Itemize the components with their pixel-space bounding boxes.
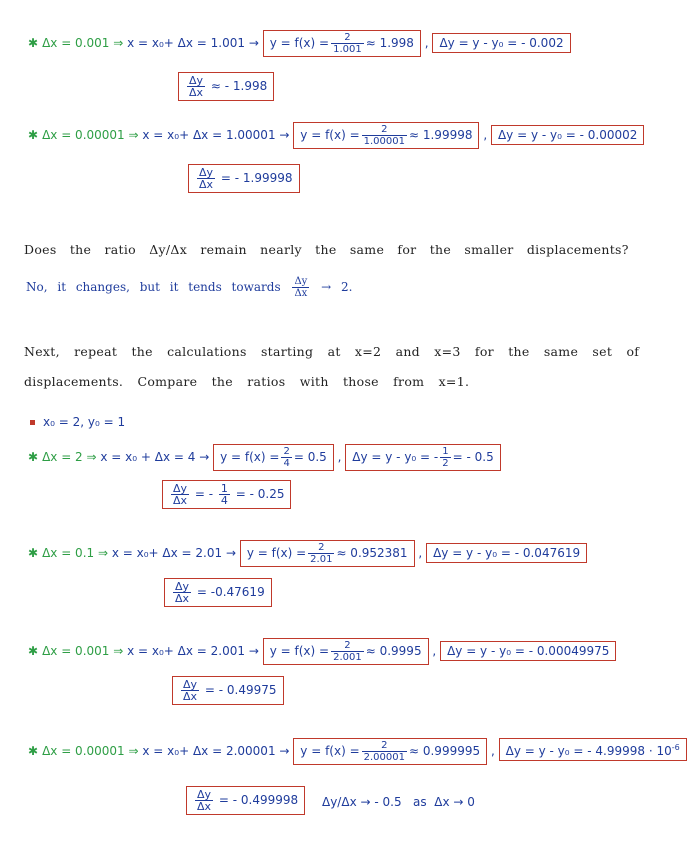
x-expression: x = x₀+ Δx = 1.00001 → xyxy=(142,128,290,142)
ratio-fraction xyxy=(173,581,191,604)
asterisk-icon: ✱ xyxy=(28,744,39,758)
delta-y-exponent: -6 xyxy=(671,743,680,752)
delta-y-box xyxy=(499,738,687,761)
ratio-end: = - 0.25 xyxy=(235,487,285,501)
ratio-box xyxy=(178,72,274,101)
ratio-numerator: Δy xyxy=(189,74,204,87)
delta-step: Δx = 0.001 ⇒ xyxy=(42,644,124,658)
y-numerator: 2 xyxy=(362,740,407,752)
ratio-fraction xyxy=(181,679,199,702)
ratio-box xyxy=(162,480,291,509)
start-values-line xyxy=(30,414,125,430)
ratio-value: = - 0.499998 xyxy=(218,793,299,807)
x-expression: x = x₀+ Δx = 2.001 → xyxy=(127,644,259,658)
bullet-icon xyxy=(30,420,35,425)
ratio-numerator: Δy xyxy=(173,482,188,495)
y-fraction xyxy=(331,32,364,55)
y-numerator: 2 xyxy=(362,124,407,136)
y-lhs: y = f(x) = xyxy=(269,36,330,50)
y-denominator: 2.001 xyxy=(333,652,362,663)
delta-y-fraction xyxy=(440,446,450,469)
y-fraction xyxy=(362,740,407,763)
block3-line: ✱ Δx = 2 ⇒ x = x₀ + Δx = 4 → y = f(x) = $\frac{2}{4}$ = 0.5 , Δy = y - y₀ = - $\frac{1}{2}$ = - 0.5 xyxy=(28,444,501,471)
answer-text: No, it changes, but it tends towards xyxy=(26,280,281,294)
answer-limit: → 2. xyxy=(321,280,353,294)
delta-y-expression: Δy = y - y₀ = - 0.00049975 xyxy=(447,644,610,658)
ratio-value-denominator: 4 xyxy=(220,494,228,507)
ratio-fraction xyxy=(187,75,205,98)
ratio-denominator: Δx xyxy=(199,178,214,191)
y-value-box xyxy=(263,638,429,665)
y-fraction xyxy=(331,640,364,663)
ratio-box xyxy=(172,676,284,705)
y-rhs: ≈ 1.998 xyxy=(365,36,414,50)
y-lhs: y = f(x) = xyxy=(246,546,307,560)
question-text: Does the ratio Δy/Δx remain nearly the same for the smaller displacements? xyxy=(24,242,629,257)
ratio-denominator: Δx xyxy=(183,690,198,703)
x-expression: x = x₀ + Δx = 4 → xyxy=(100,450,210,464)
ratio-denominator: Δx xyxy=(189,86,204,99)
y-numerator: 2 xyxy=(283,446,290,457)
asterisk-icon: ✱ xyxy=(28,644,39,658)
delta-step: Δx = 0.00001 ⇒ xyxy=(42,128,139,142)
y-rhs: ≈ 0.999995 xyxy=(408,744,481,758)
x-expression: x = x₀+ Δx = 2.01 → xyxy=(111,546,236,560)
ratio-box xyxy=(186,786,305,815)
ratio-fraction xyxy=(195,789,213,812)
ratio-denominator: Δx xyxy=(173,494,188,507)
delta-y-box xyxy=(426,543,587,563)
y-lhs: y = f(x) = xyxy=(220,450,280,464)
delta-y-box xyxy=(491,125,644,145)
y-rhs: = 0.5 xyxy=(293,450,327,464)
answer-denominator: Δx xyxy=(294,288,308,299)
ratio-fraction xyxy=(171,483,189,506)
y-denominator: 1.001 xyxy=(333,44,362,55)
x-expression: x = x₀+ Δx = 1.001 → xyxy=(127,36,259,50)
ratio-denominator: Δx xyxy=(197,800,212,813)
y-value-box xyxy=(263,30,421,57)
ratio-value: = -0.47619 xyxy=(196,585,265,599)
y-rhs: ≈ 1.99998 xyxy=(408,128,473,142)
delta-y-expression: Δy = y - y₀ = - 0.047619 xyxy=(433,546,581,560)
y-lhs: y = f(x) = xyxy=(300,128,360,142)
y-lhs: y = f(x) = xyxy=(269,644,330,658)
block5-line: ✱ Δx = 0.001 ⇒ x = x₀+ Δx = 2.001 → y = f(x) = $\frac{2}{2.001}$ ≈ 0.9995 , Δy = y - y₀ = - 0.00049975 xyxy=(28,638,616,665)
y-lhs: y = f(x) = xyxy=(300,744,360,758)
y-value-box xyxy=(293,122,479,149)
delta-y-rhs: = - 0.5 xyxy=(452,450,494,464)
delta-step: Δx = 0.1 ⇒ xyxy=(42,546,109,560)
delta-y-box xyxy=(345,444,500,471)
y-fraction xyxy=(281,446,291,469)
ratio-numerator: Δy xyxy=(183,678,198,691)
delta-y-expression: Δy = y - y₀ = - 0.002 xyxy=(439,36,564,50)
delta-y-box xyxy=(440,641,616,661)
asterisk-icon: ✱ xyxy=(28,450,39,464)
delta-y-lhs: Δy = y - y₀ = - xyxy=(352,450,439,464)
y-fraction xyxy=(308,542,334,565)
y-denominator: 4 xyxy=(283,458,290,469)
answer-line xyxy=(26,276,352,299)
delta-y-denominator: 2 xyxy=(442,458,449,469)
delta-step: Δx = 0.00001 ⇒ xyxy=(42,744,139,758)
instruction-line-1: Next, repeat the calculations starting at x=2 and x=3 for the same set of xyxy=(24,344,640,359)
ratio-value-fraction xyxy=(219,483,230,506)
y-value-box xyxy=(240,540,415,567)
y-numerator: 2 xyxy=(308,542,334,554)
ratio-value-numerator: 1 xyxy=(220,482,228,495)
delta-y-expression: Δy = y - y₀ = - 4.99998 · 10 xyxy=(505,744,672,758)
answer-numerator: Δy xyxy=(294,276,308,287)
y-numerator: 2 xyxy=(331,32,364,44)
ratio-value: = - 0.49975 xyxy=(204,683,277,697)
block6-line: ✱ Δx = 0.00001 ⇒ x = x₀+ Δx = 2.00001 → y = f(x) = $\frac{2}{2.00001}$ ≈ 0.999995 , Δy = y - y₀ = - $4.99998 \cdot 10^{-6}$ xyxy=(28,738,687,765)
ratio-numerator: Δy xyxy=(197,788,212,801)
y-value-box xyxy=(213,444,334,471)
instruction-line-2: displacements. Compare the ratios with those from x=1. xyxy=(24,374,470,389)
y-rhs: ≈ 0.9995 xyxy=(365,644,422,658)
ratio-value: ≈ - 1.998 xyxy=(210,79,268,93)
x-expression: x = x₀+ Δx = 2.00001 → xyxy=(142,744,290,758)
asterisk-icon: ✱ xyxy=(28,546,39,560)
y-rhs: ≈ 0.952381 xyxy=(336,546,408,560)
block2-line: ✱ Δx = 0.00001 ⇒ x = x₀+ Δx = 1.00001 → y = f(x) = $\frac{2}{1.00001}$ ≈ 1.99998 , Δy = y - y₀ = - 0.00002 xyxy=(28,122,644,149)
conclusion-text: Δy/Δx → - 0.5 as Δx → 0 xyxy=(322,795,475,809)
ratio-value: = - 1.99998 xyxy=(220,171,293,185)
delta-y-box xyxy=(432,33,570,53)
ratio-numerator: Δy xyxy=(199,166,214,179)
ratio-box xyxy=(164,578,272,607)
y-denominator: 2.00001 xyxy=(363,752,405,763)
ratio-fraction xyxy=(197,167,215,190)
delta-y-numerator: 1 xyxy=(442,446,449,457)
y-value-box xyxy=(293,738,487,765)
y-fraction xyxy=(362,124,407,147)
block4-line: ✱ Δx = 0.1 ⇒ x = x₀+ Δx = 2.01 → y = f(x) = $\frac{2}{2.01}$ ≈ 0.952381 , Δy = y - y₀ = - 0.047619 xyxy=(28,540,587,567)
delta-step: Δx = 0.001 ⇒ xyxy=(42,36,124,50)
y-denominator: 1.00001 xyxy=(363,136,405,147)
answer-fraction xyxy=(292,276,309,299)
ratio-value: = - xyxy=(194,487,214,501)
y-numerator: 2 xyxy=(331,640,364,652)
asterisk-icon: ✱ xyxy=(28,36,39,50)
start-values: x₀ = 2, y₀ = 1 xyxy=(43,415,126,429)
delta-y-expression: Δy = y - y₀ = - 0.00002 xyxy=(497,128,638,142)
delta-step: Δx = 2 ⇒ xyxy=(42,450,97,464)
ratio-box xyxy=(188,164,300,193)
block1-line: ✱ Δx = 0.001 ⇒ x = x₀+ Δx = 1.001 → y = f(x) = $\frac{2}{1.001}$ ≈ 1.998 , Δy = y - y₀ = - 0.002 xyxy=(28,30,571,57)
ratio-denominator: Δx xyxy=(175,592,190,605)
y-denominator: 2.01 xyxy=(310,554,333,565)
asterisk-icon: ✱ xyxy=(28,128,39,142)
ratio-numerator: Δy xyxy=(175,580,190,593)
